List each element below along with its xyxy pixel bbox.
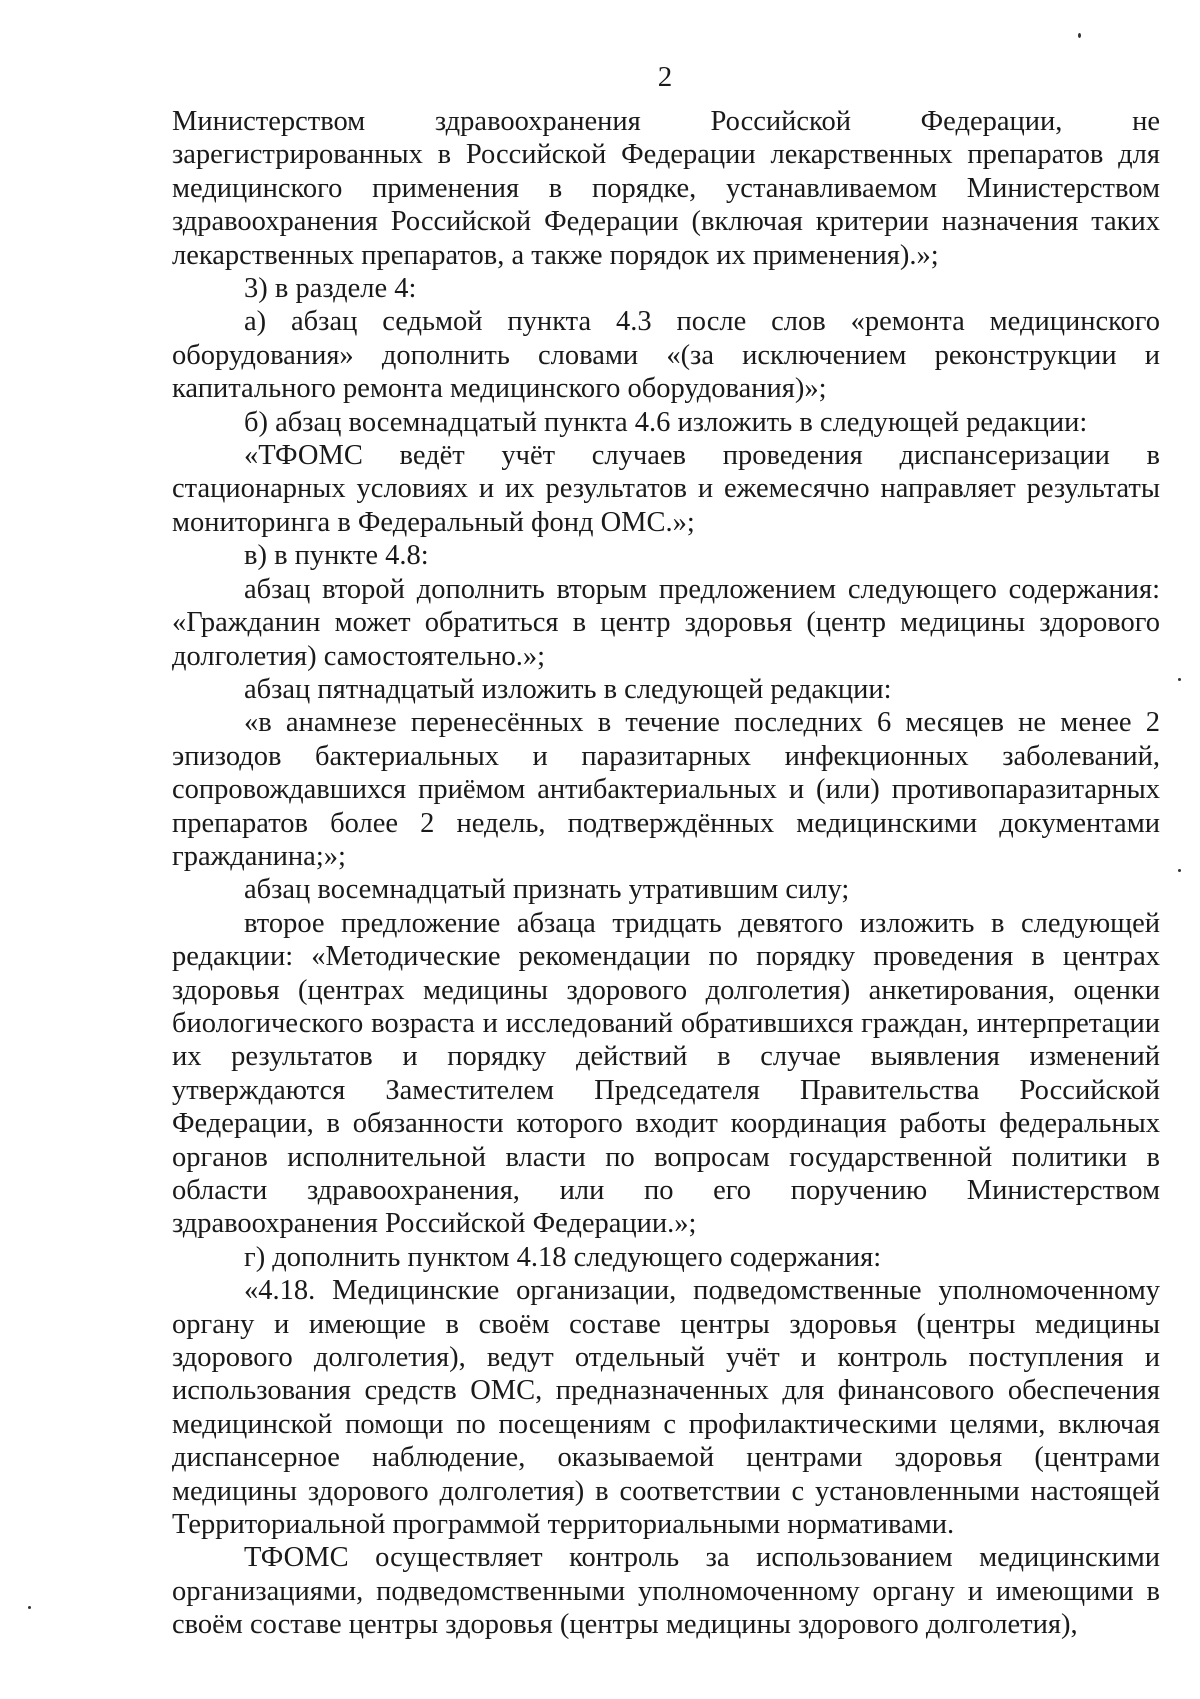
paragraph: «4.18. Медицинские организации, подведомственные уполномоченному органу и имеющие в своём составе центры здоровья (центры медицины здорового долголетия), ведут отдельный учёт и контроль поступления и использования средств ОМС, предназначенных для финансового обеспечения медицинской помощи по посещениям с профилактическими целями, включая диспансерное наблюдение, оказываемой центрами здоровья (центрами медицины здорового долголетия) в соответствии с установленными настоящей Территориальной программой территориальными нормативами. <box>172 1275 1160 1541</box>
paragraph: абзац второй дополнить вторым предложением следующего содержания: «Гражданин может обратиться в центр здоровья (центр медицины здорового долголетия) самостоятельно.»; <box>172 573 1160 672</box>
paragraph: б) абзац восемнадцатый пункта 4.6 изложить в следующей редакции: <box>244 406 1088 438</box>
paragraph: второе предложение абзаца тридцать девятого изложить в следующей редакции: «Методические рекомендации по порядку проведения в центрах здоровья (центрах медицины здорового долголетия) анкетирования, оценки биологического возраста и исследований обратившихся граждан, интерпретации их результатов и порядку действий в случае выявления изменений утверждаются Заместителем Председателя Правительства Российской Федерации, в обязанности которого входит координация работы федеральных органов исполнительной власти по вопросам государственной политики в области здравоохранения, или по его поручению Министерством здравоохранения Российской Федерации.»; <box>172 907 1160 1240</box>
page-number: 2 <box>657 61 673 93</box>
document-body <box>172 105 1160 1642</box>
paragraph: а) абзац седьмой пункта 4.3 после слов «ремонта медицинского оборудования» дополнить словами «(за исключением реконструкции и капитального ремонта медицинского оборудования)»; <box>172 306 1160 405</box>
paragraph: 3) в разделе 4: <box>244 273 417 305</box>
paragraph: ТФОМС осуществляет контроль за использованием медицинскими организациями, подведомственными уполномоченному органу и имеющими в своём составе центры здоровья (центры медицины здорового долголетия), <box>172 1542 1160 1641</box>
scan-speck <box>1078 33 1081 38</box>
paragraph: «в анамнезе перенесённых в течение последних 6 месяцев не менее 2 эпизодов бактериальных и паразитарных инфекционных заболеваний, сопровождавшихся приёмом антибактериальных и (или) противопаразитарных препаратов более 2 недель, подтверждённых медицинскими документами гражданина;»; <box>172 707 1160 872</box>
scan-speck <box>1178 678 1181 681</box>
paragraph: Министерством здравоохранения Российской Федерации, не зарегистрированных в Российской Федерации лекарственных препаратов для медицинского применения в порядке, устанавливаемом Министерством здравоохранения Российской Федерации (включая критерии назначения таких лекарственных препаратов, а также порядок их применения).»; <box>172 106 1160 271</box>
paragraph: в) в пункте 4.8: <box>244 540 429 572</box>
scan-speck <box>1178 869 1181 872</box>
paragraph: абзац пятнадцатый изложить в следующей редакции: <box>244 673 892 705</box>
paragraph: абзац восемнадцатый признать утратившим силу; <box>244 874 850 906</box>
scan-speck <box>28 1606 31 1609</box>
paragraph: «ТФОМС ведёт учёт случаев проведения диспансеризации в стационарных условиях и их результатов и ежемесячно направляет результаты мониторинга в Федеральный фонд ОМС.»; <box>172 440 1160 538</box>
paragraph: г) дополнить пунктом 4.18 следующего содержания: <box>244 1241 882 1273</box>
